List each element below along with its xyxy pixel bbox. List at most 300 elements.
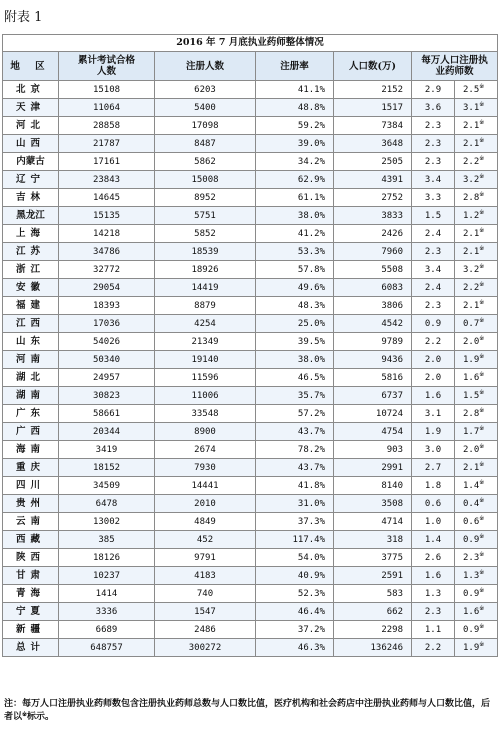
ratio2-value: 1.9	[463, 354, 480, 365]
region-cell: 内蒙古	[3, 153, 59, 171]
ratio-cell: 1.4	[412, 531, 455, 549]
ratio2-flag: ※	[479, 82, 485, 90]
registered-cell: 8879	[155, 297, 256, 315]
registered-cell: 8952	[155, 189, 256, 207]
ratio2-flag: ※	[479, 262, 485, 270]
registered-cell: 5862	[155, 153, 256, 171]
ratio2-flag: ※	[479, 406, 485, 414]
population-cell: 2298	[334, 621, 412, 639]
registered-cell: 740	[155, 585, 256, 603]
population-cell: 4391	[334, 171, 412, 189]
table-row	[3, 567, 498, 585]
ratio2-value: 0.4	[463, 498, 480, 509]
ratio2-value: 2.2	[463, 156, 480, 167]
ratio2-flag: ※	[479, 100, 485, 108]
ratio2-cell	[455, 567, 498, 585]
total-row	[3, 639, 498, 657]
passed-cell: 6689	[59, 621, 155, 639]
table-row	[3, 369, 498, 387]
ratio2-value: 0.9	[463, 624, 480, 635]
table-row	[3, 297, 498, 315]
ratio-cell: 2.6	[412, 549, 455, 567]
ratio2-flag: ※	[479, 424, 485, 432]
ratio-cell: 3.0	[412, 441, 455, 459]
ratio2-flag: ※	[479, 568, 485, 576]
table-row	[3, 441, 498, 459]
passed-cell: 32772	[59, 261, 155, 279]
header-row	[3, 52, 498, 81]
population-cell: 3508	[334, 495, 412, 513]
rate-cell: 39.0%	[256, 135, 334, 153]
rate-cell: 59.2%	[256, 117, 334, 135]
rate-cell: 48.8%	[256, 99, 334, 117]
rate-cell: 40.9%	[256, 567, 334, 585]
ratio2-value: 0.9	[463, 588, 480, 599]
ratio2-value: 1.2	[463, 210, 480, 221]
population-cell: 4714	[334, 513, 412, 531]
rate-cell: 49.6%	[256, 279, 334, 297]
ratio-cell: 2.2	[412, 639, 455, 657]
population-cell: 8140	[334, 477, 412, 495]
population-cell: 6737	[334, 387, 412, 405]
ratio2-flag: ※	[479, 154, 485, 162]
rate-cell: 61.1%	[256, 189, 334, 207]
table-caption: 2016 年 7 月底执业药师整体情况	[3, 35, 498, 52]
header-ratio: 每万人口注册执业药师数	[412, 52, 498, 81]
registered-cell: 4183	[155, 567, 256, 585]
rate-cell: 54.0%	[256, 549, 334, 567]
ratio2-flag: ※	[479, 532, 485, 540]
registered-cell: 17098	[155, 117, 256, 135]
ratio2-cell	[455, 585, 498, 603]
ratio2-cell	[455, 81, 498, 99]
passed-cell: 18393	[59, 297, 155, 315]
registered-cell: 14441	[155, 477, 256, 495]
region-cell: 广东	[3, 405, 59, 423]
population-cell: 2505	[334, 153, 412, 171]
footnote	[4, 698, 498, 724]
rate-cell: 46.3%	[256, 639, 334, 657]
rate-cell: 41.8%	[256, 477, 334, 495]
ratio2-value: 2.1	[463, 300, 480, 311]
table-row	[3, 333, 498, 351]
population-cell: 9789	[334, 333, 412, 351]
ratio2-value: 2.3	[463, 552, 480, 563]
table-row	[3, 261, 498, 279]
passed-cell: 34786	[59, 243, 155, 261]
ratio2-flag: ※	[479, 298, 485, 306]
rate-cell: 46.4%	[256, 603, 334, 621]
ratio2-cell	[455, 135, 498, 153]
ratio2-flag: ※	[479, 316, 485, 324]
region-cell: 四川	[3, 477, 59, 495]
table-row	[3, 621, 498, 639]
population-cell: 3775	[334, 549, 412, 567]
ratio2-flag: ※	[479, 478, 485, 486]
population-cell: 2591	[334, 567, 412, 585]
registered-cell: 19140	[155, 351, 256, 369]
population-cell: 5508	[334, 261, 412, 279]
footnote-text: 注：每万人口注册执业药师数包含注册执业药师总数与人口数比值，医疗机构和社会药店中注册执业药师与人口数比值，后者以	[4, 699, 491, 722]
registered-cell: 18539	[155, 243, 256, 261]
ratio2-flag: ※	[479, 334, 485, 342]
table-row	[3, 189, 498, 207]
ratio2-value: 3.2	[463, 174, 480, 185]
ratio2-cell	[455, 333, 498, 351]
population-cell: 5816	[334, 369, 412, 387]
passed-cell: 50340	[59, 351, 155, 369]
passed-cell: 385	[59, 531, 155, 549]
ratio2-cell	[455, 117, 498, 135]
ratio2-cell	[455, 405, 498, 423]
table-row	[3, 405, 498, 423]
ratio2-cell	[455, 639, 498, 657]
population-cell: 318	[334, 531, 412, 549]
registered-cell: 5400	[155, 99, 256, 117]
table-row	[3, 243, 498, 261]
rate-cell: 34.2%	[256, 153, 334, 171]
region-cell: 山东	[3, 333, 59, 351]
ratio2-flag: ※	[479, 622, 485, 630]
ratio2-flag: ※	[479, 586, 485, 594]
table-row	[3, 81, 498, 99]
ratio-cell: 1.5	[412, 207, 455, 225]
ratio2-flag: ※	[479, 604, 485, 612]
rate-cell: 48.3%	[256, 297, 334, 315]
rate-cell: 41.1%	[256, 81, 334, 99]
passed-cell: 18126	[59, 549, 155, 567]
region-cell: 总计	[3, 639, 59, 657]
region-cell: 北京	[3, 81, 59, 99]
pharmacist-table	[2, 34, 498, 657]
ratio-cell: 2.4	[412, 279, 455, 297]
population-cell: 3648	[334, 135, 412, 153]
ratio2-value: 2.1	[463, 228, 480, 239]
ratio2-value: 1.7	[463, 426, 480, 437]
rate-cell: 38.0%	[256, 351, 334, 369]
ratio2-value: 1.3	[463, 570, 480, 581]
table-row	[3, 531, 498, 549]
ratio2-cell	[455, 369, 498, 387]
table-row	[3, 387, 498, 405]
ratio2-value: 2.1	[463, 246, 480, 257]
ratio2-value: 2.5	[463, 84, 480, 95]
header-registered: 注册人数	[155, 52, 256, 81]
registered-cell: 8487	[155, 135, 256, 153]
ratio2-flag: ※	[479, 136, 485, 144]
registered-cell: 300272	[155, 639, 256, 657]
registered-cell: 2674	[155, 441, 256, 459]
population-cell: 6083	[334, 279, 412, 297]
ratio2-value: 2.0	[463, 336, 480, 347]
ratio2-value: 0.9	[463, 534, 480, 545]
ratio-cell: 2.2	[412, 333, 455, 351]
region-cell: 新疆	[3, 621, 59, 639]
region-cell: 河南	[3, 351, 59, 369]
population-cell: 4754	[334, 423, 412, 441]
ratio-cell: 1.6	[412, 387, 455, 405]
rate-cell: 43.7%	[256, 423, 334, 441]
population-cell: 3806	[334, 297, 412, 315]
table-row	[3, 279, 498, 297]
registered-cell: 4254	[155, 315, 256, 333]
ratio-cell: 3.3	[412, 189, 455, 207]
rate-cell: 62.9%	[256, 171, 334, 189]
ratio-cell: 2.7	[412, 459, 455, 477]
header-rate: 注册率	[256, 52, 334, 81]
region-cell: 甘肃	[3, 567, 59, 585]
ratio2-cell	[455, 315, 498, 333]
passed-cell: 6478	[59, 495, 155, 513]
registered-cell: 8900	[155, 423, 256, 441]
table-row	[3, 603, 498, 621]
ratio2-cell	[455, 351, 498, 369]
rate-cell: 35.7%	[256, 387, 334, 405]
ratio2-cell	[455, 477, 498, 495]
ratio2-cell	[455, 603, 498, 621]
table-body	[3, 81, 498, 657]
table-row	[3, 207, 498, 225]
region-cell: 山西	[3, 135, 59, 153]
table-row	[3, 513, 498, 531]
region-cell: 广西	[3, 423, 59, 441]
ratio2-value: 2.8	[463, 408, 480, 419]
ratio2-cell	[455, 171, 498, 189]
registered-cell: 7930	[155, 459, 256, 477]
region-cell: 上海	[3, 225, 59, 243]
passed-cell: 3419	[59, 441, 155, 459]
ratio2-cell	[455, 189, 498, 207]
ratio2-value: 1.4	[463, 480, 480, 491]
attachment-label: 附表 1	[4, 10, 43, 25]
population-cell: 4542	[334, 315, 412, 333]
registered-cell: 11006	[155, 387, 256, 405]
passed-cell: 15135	[59, 207, 155, 225]
rate-cell: 38.0%	[256, 207, 334, 225]
rate-cell: 46.5%	[256, 369, 334, 387]
ratio2-flag: ※	[479, 640, 485, 648]
ratio2-value: 3.2	[463, 264, 480, 275]
table-row	[3, 117, 498, 135]
population-cell: 7384	[334, 117, 412, 135]
region-cell: 海南	[3, 441, 59, 459]
rate-cell: 117.4%	[256, 531, 334, 549]
rate-cell: 31.0%	[256, 495, 334, 513]
table-row	[3, 549, 498, 567]
ratio2-cell	[455, 441, 498, 459]
ratio2-flag: ※	[479, 244, 485, 252]
header-population: 人口数(万)	[334, 52, 412, 81]
table-row	[3, 459, 498, 477]
ratio2-value: 2.1	[463, 120, 480, 131]
population-cell: 7960	[334, 243, 412, 261]
ratio2-flag: ※	[479, 514, 485, 522]
passed-cell: 14218	[59, 225, 155, 243]
population-cell: 2426	[334, 225, 412, 243]
table-row	[3, 315, 498, 333]
registered-cell: 6203	[155, 81, 256, 99]
ratio2-flag: ※	[479, 280, 485, 288]
ratio2-cell	[455, 261, 498, 279]
ratio2-cell	[455, 207, 498, 225]
registered-cell: 452	[155, 531, 256, 549]
ratio2-value: 1.6	[463, 372, 480, 383]
ratio-cell: 2.3	[412, 135, 455, 153]
ratio2-value: 2.8	[463, 192, 480, 203]
footnote-symbol: ※	[22, 711, 28, 718]
population-cell: 9436	[334, 351, 412, 369]
ratio-cell: 3.4	[412, 261, 455, 279]
population-cell: 662	[334, 603, 412, 621]
passed-cell: 10237	[59, 567, 155, 585]
rate-cell: 53.3%	[256, 243, 334, 261]
ratio2-flag: ※	[479, 460, 485, 468]
registered-cell: 21349	[155, 333, 256, 351]
ratio2-flag: ※	[479, 496, 485, 504]
ratio2-value: 2.1	[463, 138, 480, 149]
population-cell: 10724	[334, 405, 412, 423]
rate-cell: 25.0%	[256, 315, 334, 333]
ratio-cell: 2.9	[412, 81, 455, 99]
passed-cell: 11064	[59, 99, 155, 117]
ratio2-cell	[455, 243, 498, 261]
footnote-text-end: 标示。	[27, 712, 55, 722]
ratio-cell: 2.0	[412, 369, 455, 387]
passed-cell: 13002	[59, 513, 155, 531]
ratio-cell: 1.1	[412, 621, 455, 639]
ratio2-value: 2.2	[463, 282, 480, 293]
rate-cell: 41.2%	[256, 225, 334, 243]
registered-cell: 18926	[155, 261, 256, 279]
rate-cell: 57.2%	[256, 405, 334, 423]
passed-cell: 17036	[59, 315, 155, 333]
ratio2-cell	[455, 225, 498, 243]
registered-cell: 33548	[155, 405, 256, 423]
passed-cell: 1414	[59, 585, 155, 603]
ratio2-flag: ※	[479, 370, 485, 378]
table-row	[3, 477, 498, 495]
population-cell: 2152	[334, 81, 412, 99]
region-cell: 宁夏	[3, 603, 59, 621]
header-passed: 累计考试合格人数	[59, 52, 155, 81]
table-row	[3, 171, 498, 189]
ratio2-cell	[455, 495, 498, 513]
ratio2-flag: ※	[479, 550, 485, 558]
registered-cell: 5751	[155, 207, 256, 225]
passed-cell: 648757	[59, 639, 155, 657]
table-row	[3, 99, 498, 117]
population-cell: 583	[334, 585, 412, 603]
population-cell: 2752	[334, 189, 412, 207]
rate-cell: 37.2%	[256, 621, 334, 639]
ratio-cell: 2.3	[412, 117, 455, 135]
passed-cell: 3336	[59, 603, 155, 621]
registered-cell: 11596	[155, 369, 256, 387]
rate-cell: 52.3%	[256, 585, 334, 603]
passed-cell: 24957	[59, 369, 155, 387]
passed-cell: 23843	[59, 171, 155, 189]
passed-cell: 29054	[59, 279, 155, 297]
registered-cell: 2486	[155, 621, 256, 639]
rate-cell: 43.7%	[256, 459, 334, 477]
passed-cell: 54026	[59, 333, 155, 351]
region-cell: 贵州	[3, 495, 59, 513]
ratio2-cell	[455, 513, 498, 531]
region-cell: 天津	[3, 99, 59, 117]
region-cell: 湖北	[3, 369, 59, 387]
registered-cell: 2010	[155, 495, 256, 513]
passed-cell: 34509	[59, 477, 155, 495]
ratio-cell: 2.3	[412, 243, 455, 261]
table-row	[3, 153, 498, 171]
ratio2-cell	[455, 531, 498, 549]
ratio-cell: 3.6	[412, 99, 455, 117]
ratio-cell: 2.3	[412, 297, 455, 315]
ratio2-value: 0.6	[463, 516, 480, 527]
population-cell: 1517	[334, 99, 412, 117]
ratio2-flag: ※	[479, 208, 485, 216]
rate-cell: 37.3%	[256, 513, 334, 531]
rate-cell: 78.2%	[256, 441, 334, 459]
registered-cell: 9791	[155, 549, 256, 567]
region-cell: 安徽	[3, 279, 59, 297]
table-row	[3, 135, 498, 153]
region-cell: 重庆	[3, 459, 59, 477]
ratio2-value: 1.5	[463, 390, 480, 401]
passed-cell: 28858	[59, 117, 155, 135]
ratio2-cell	[455, 153, 498, 171]
registered-cell: 15008	[155, 171, 256, 189]
ratio2-flag: ※	[479, 190, 485, 198]
ratio2-cell	[455, 549, 498, 567]
ratio2-flag: ※	[479, 172, 485, 180]
registered-cell: 1547	[155, 603, 256, 621]
ratio-cell: 3.4	[412, 171, 455, 189]
ratio2-value: 2.1	[463, 462, 480, 473]
ratio2-cell	[455, 621, 498, 639]
ratio2-cell	[455, 387, 498, 405]
ratio2-cell	[455, 459, 498, 477]
ratio2-value: 3.1	[463, 102, 480, 113]
ratio2-value: 2.0	[463, 444, 480, 455]
region-cell: 江西	[3, 315, 59, 333]
region-cell: 吉林	[3, 189, 59, 207]
region-cell: 江苏	[3, 243, 59, 261]
region-cell: 云南	[3, 513, 59, 531]
registered-cell: 4849	[155, 513, 256, 531]
passed-cell: 15108	[59, 81, 155, 99]
registered-cell: 14419	[155, 279, 256, 297]
ratio-cell: 1.0	[412, 513, 455, 531]
population-cell: 3833	[334, 207, 412, 225]
region-cell: 西藏	[3, 531, 59, 549]
passed-cell: 21787	[59, 135, 155, 153]
passed-cell: 20344	[59, 423, 155, 441]
ratio2-cell	[455, 279, 498, 297]
ratio-cell: 3.1	[412, 405, 455, 423]
ratio2-cell	[455, 99, 498, 117]
ratio-cell: 2.3	[412, 153, 455, 171]
rate-cell: 39.5%	[256, 333, 334, 351]
population-cell: 136246	[334, 639, 412, 657]
ratio2-flag: ※	[479, 118, 485, 126]
ratio2-flag: ※	[479, 226, 485, 234]
ratio2-flag: ※	[479, 352, 485, 360]
ratio2-value: 0.7	[463, 318, 480, 329]
passed-cell: 18152	[59, 459, 155, 477]
ratio-cell: 2.0	[412, 351, 455, 369]
table-row	[3, 423, 498, 441]
